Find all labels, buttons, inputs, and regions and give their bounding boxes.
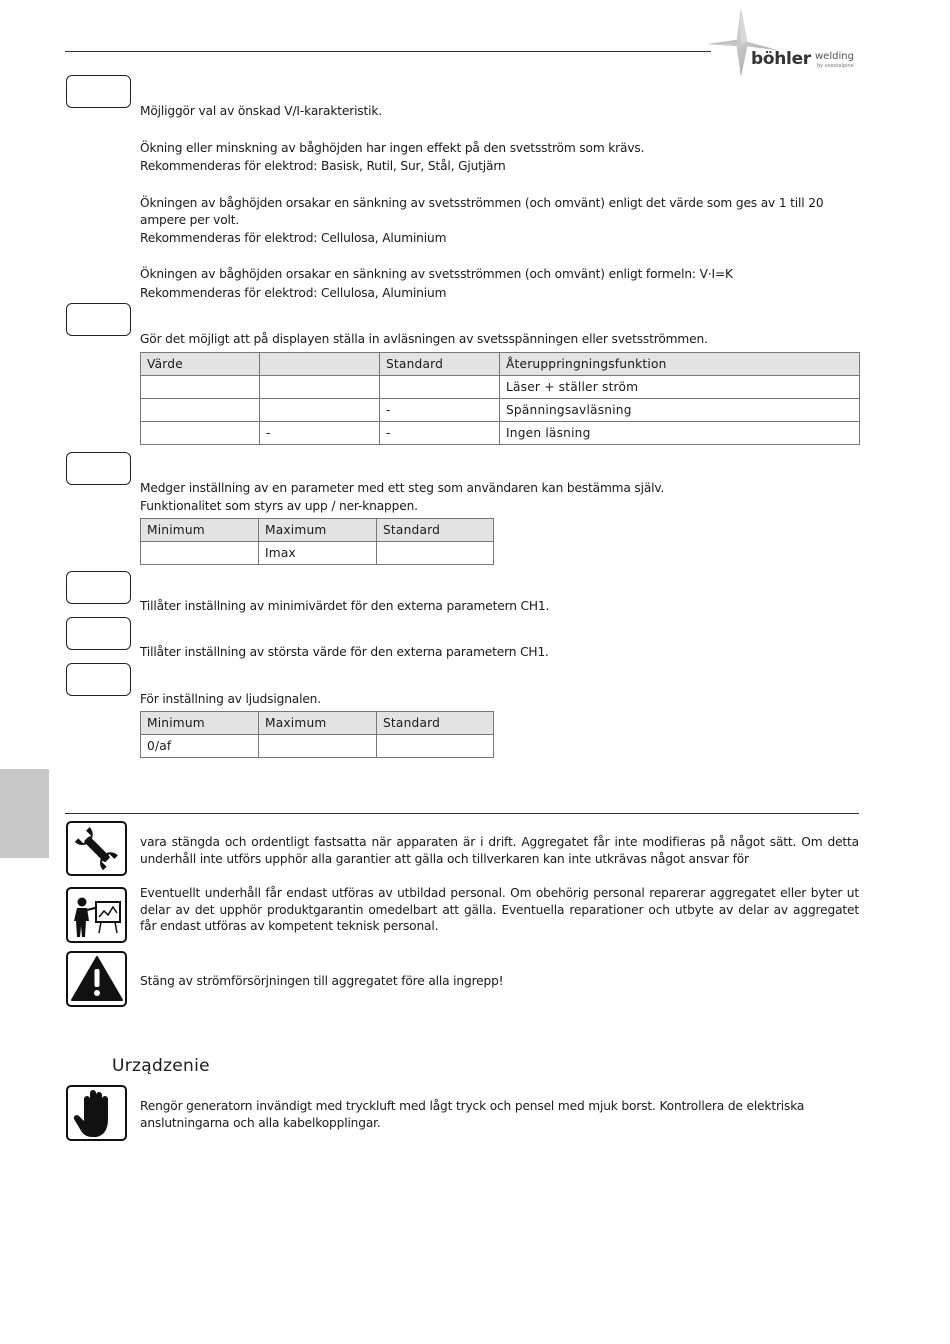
table-cell (380, 376, 500, 399)
p1-opt1-b: Rekommenderas för elektrod: Basisk, Rutil, Sur, Stål, Gjutjärn (140, 159, 506, 173)
trainer-icon (66, 887, 127, 943)
table-cell: 0/af (141, 735, 259, 758)
table-row (141, 422, 860, 445)
table-cell (377, 735, 494, 758)
table-header-cell: Standard (377, 712, 494, 735)
bohler-logo (707, 6, 867, 78)
table-cell (141, 376, 260, 399)
logo-brand: böhler (751, 49, 811, 69)
table-header-cell: Minimum (141, 712, 259, 735)
table-cell (141, 422, 260, 445)
table-cell (260, 376, 380, 399)
param-box-6 (66, 663, 131, 696)
table-row (141, 735, 494, 758)
section-heading: Urządzenie (112, 1056, 210, 1076)
p1-opt3-a: Ökningen av båghöjden orsakar en sänkning av svetsströmmen (och omvänt) enligt formeln: V·I=K (140, 267, 733, 281)
table-header-cell: Standard (380, 353, 500, 376)
sound-table (140, 711, 494, 758)
table-row (141, 542, 494, 565)
table-cell (141, 399, 260, 422)
param-box-4 (66, 571, 131, 604)
table-row (141, 399, 860, 422)
table-header-cell: Återuppringningsfunktion (500, 353, 860, 376)
p1-opt3-b: Rekommenderas för elektrod: Cellulosa, Aluminium (140, 286, 447, 300)
warning-icon (66, 951, 127, 1007)
p6-desc: För inställning av ljudsignalen. (140, 692, 321, 706)
table-cell: Läser + ställer ström (500, 376, 860, 399)
param-box-5 (66, 617, 131, 650)
table-cell: Ingen läsning (500, 422, 860, 445)
table-cell: - (260, 422, 380, 445)
table-header-row (141, 353, 860, 376)
table-cell: Imax (259, 542, 377, 565)
maintenance-text-3: Stäng av strömförsörjningen till aggregatet före alla ingrepp! (140, 974, 504, 988)
p5-desc: Tillåter inställning av största värde för den externa parametern CH1. (140, 645, 549, 659)
maintenance-text-1: vara stängda och ordentligt fastsatta när apparaten är i drift. Aggregatet får inte modifieras på något sätt. Om detta underhåll inte utförs upphör alla garantier att gälla och tillverkaren kan inte utkrävas något ansvar för (140, 835, 859, 866)
maintenance-text-2: Eventuellt underhåll får endast utföras av utbildad personal. Om obehörig personal reparerar aggregatet eller byter ut delar av det upphör produktgarantin omedelbart att gälla. Eventuella reparationer och utbyte av delar av aggregatet får endast utföras av kompetent teknisk personal. (140, 886, 859, 933)
param-box-3 (66, 452, 131, 485)
header-rule (65, 51, 711, 52)
table-cell (141, 542, 259, 565)
table-cell (259, 735, 377, 758)
table-cell (377, 542, 494, 565)
table-header-row (141, 712, 494, 735)
table-header-cell (260, 353, 380, 376)
display-table (140, 352, 860, 445)
side-tab (0, 769, 49, 858)
wrench-icon (66, 821, 127, 876)
logo-suffix: welding (815, 51, 854, 62)
table-header-cell: Värde (141, 353, 260, 376)
p3-desc-a: Medger inställning av en parameter med ett steg som användaren kan bestämma själv. (140, 481, 665, 495)
table-cell (260, 399, 380, 422)
hand-stop-icon (66, 1085, 127, 1141)
p1-desc: Möjliggör val av önskad V/I-karakteristik. (140, 104, 382, 118)
table-cell: Spänningsavläsning (500, 399, 860, 422)
p1-opt1-a: Ökning eller minskning av båghöjden har ingen effekt på den svetsström som krävs. (140, 141, 645, 155)
p4-desc: Tillåter inställning av minimivärdet för den externa parametern CH1. (140, 599, 550, 613)
table-header-cell: Standard (377, 519, 494, 542)
table-header-cell: Maximum (259, 519, 377, 542)
table-row (141, 376, 860, 399)
param-box-2 (66, 303, 131, 336)
logo-tagline: by voestalpine (817, 63, 854, 69)
table-header-cell: Minimum (141, 519, 259, 542)
param-box-1 (66, 75, 131, 108)
p1-opt2-b: Rekommenderas för elektrod: Cellulosa, Aluminium (140, 231, 447, 245)
section-text: Rengör generatorn invändigt med tryckluft med lågt tryck och pensel med mjuk borst. Kontrollera de elektriska anslutningarna och alla kabelkopplingar. (140, 1099, 805, 1130)
table-header-row (141, 519, 494, 542)
p3-desc-b: Funktionalitet som styrs av upp / ner-knappen. (140, 499, 418, 513)
p1-opt2-a: Ökningen av båghöjden orsakar en sänkning av svetsströmmen (och omvänt) enligt det värde som ges av 1 till 20 ampere per volt. (140, 196, 824, 227)
p2-desc: Gör det möjligt att på displayen ställa in avläsningen av svetsspänningen eller svetsströmmen. (140, 332, 708, 346)
table-cell: - (380, 422, 500, 445)
step-table (140, 518, 494, 565)
table-header-cell: Maximum (259, 712, 377, 735)
section-rule (65, 813, 859, 814)
table-cell: - (380, 399, 500, 422)
